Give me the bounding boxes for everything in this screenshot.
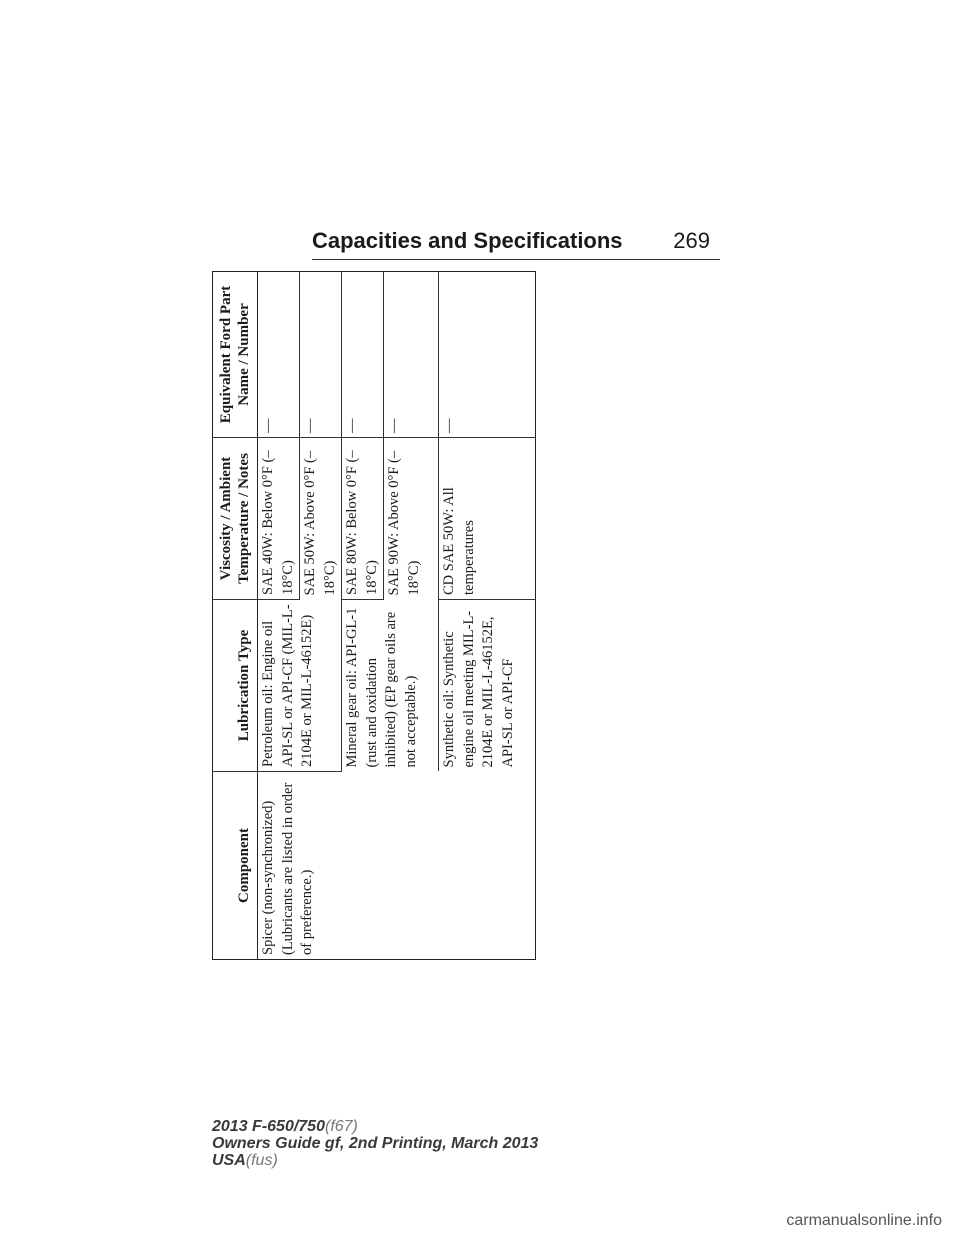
equivalent-part-cell: — xyxy=(342,272,384,438)
lubrication-type-cell: Synthetic oil: Synthetic engine oil meeting MIL-L-2104E or MIL-L-46152E, API-SL or API-CF xyxy=(439,600,536,772)
footer-line-model xyxy=(212,1118,538,1135)
watermark: carmanualsonline.info xyxy=(786,1212,942,1229)
equivalent-part-cell: — xyxy=(258,272,300,438)
viscosity-cell: SAE 40W: Below 0°F (–18°C) xyxy=(258,438,300,600)
page-number: 269 xyxy=(673,228,710,253)
column-header-lubrication-type: Lubrication Type xyxy=(213,600,258,772)
lubrication-type-cell: Mineral gear oil: API-GL-1 (rust and oxidation inhibited) (EP gear oils are not acceptable.) xyxy=(342,600,439,772)
header-divider xyxy=(312,259,720,260)
lubricant-spec-table xyxy=(212,271,536,960)
footer-market: USA xyxy=(212,1152,246,1169)
lubrication-type-cell: Petroleum oil: Engine oil API-SL or API-CF (MIL-L-2104E or MIL-L-46152E) xyxy=(258,600,342,772)
document-footer xyxy=(212,1118,538,1169)
footer-line-market xyxy=(212,1152,538,1169)
spec-table-container xyxy=(212,272,524,960)
viscosity-cell: CD SAE 50W: All temperatures xyxy=(439,438,536,600)
component-cell: Spicer (non-synchronized) (Lubricants are listed in order of preference.) xyxy=(258,772,536,960)
footer-market-code: (fus) xyxy=(245,1152,278,1169)
footer-line-printing: Owners Guide gf, 2nd Printing, March 2013 xyxy=(212,1135,539,1152)
column-header-component: Component xyxy=(213,772,258,960)
column-header-equivalent-ford-part: Equivalent Ford Part Name / Number xyxy=(213,272,258,438)
page-title: Capacities and Specifications xyxy=(312,228,623,253)
table-header-row xyxy=(213,272,258,960)
equivalent-part-cell: — xyxy=(384,272,439,438)
table-row xyxy=(258,272,300,960)
viscosity-cell: SAE 90W: Above 0°F (–18°C) xyxy=(384,438,439,600)
column-header-viscosity: Viscosity / Ambient Temperature / Notes xyxy=(213,438,258,600)
viscosity-cell: SAE 50W: Above 0°F (–18°C) xyxy=(300,438,342,600)
equivalent-part-cell: — xyxy=(439,272,536,438)
footer-model: 2013 F-650/750 xyxy=(212,1118,325,1135)
viscosity-cell: SAE 80W: Below 0°F (–18°C) xyxy=(342,438,384,600)
footer-model-code: (f67) xyxy=(324,1118,358,1135)
equivalent-part-cell: — xyxy=(300,272,342,438)
